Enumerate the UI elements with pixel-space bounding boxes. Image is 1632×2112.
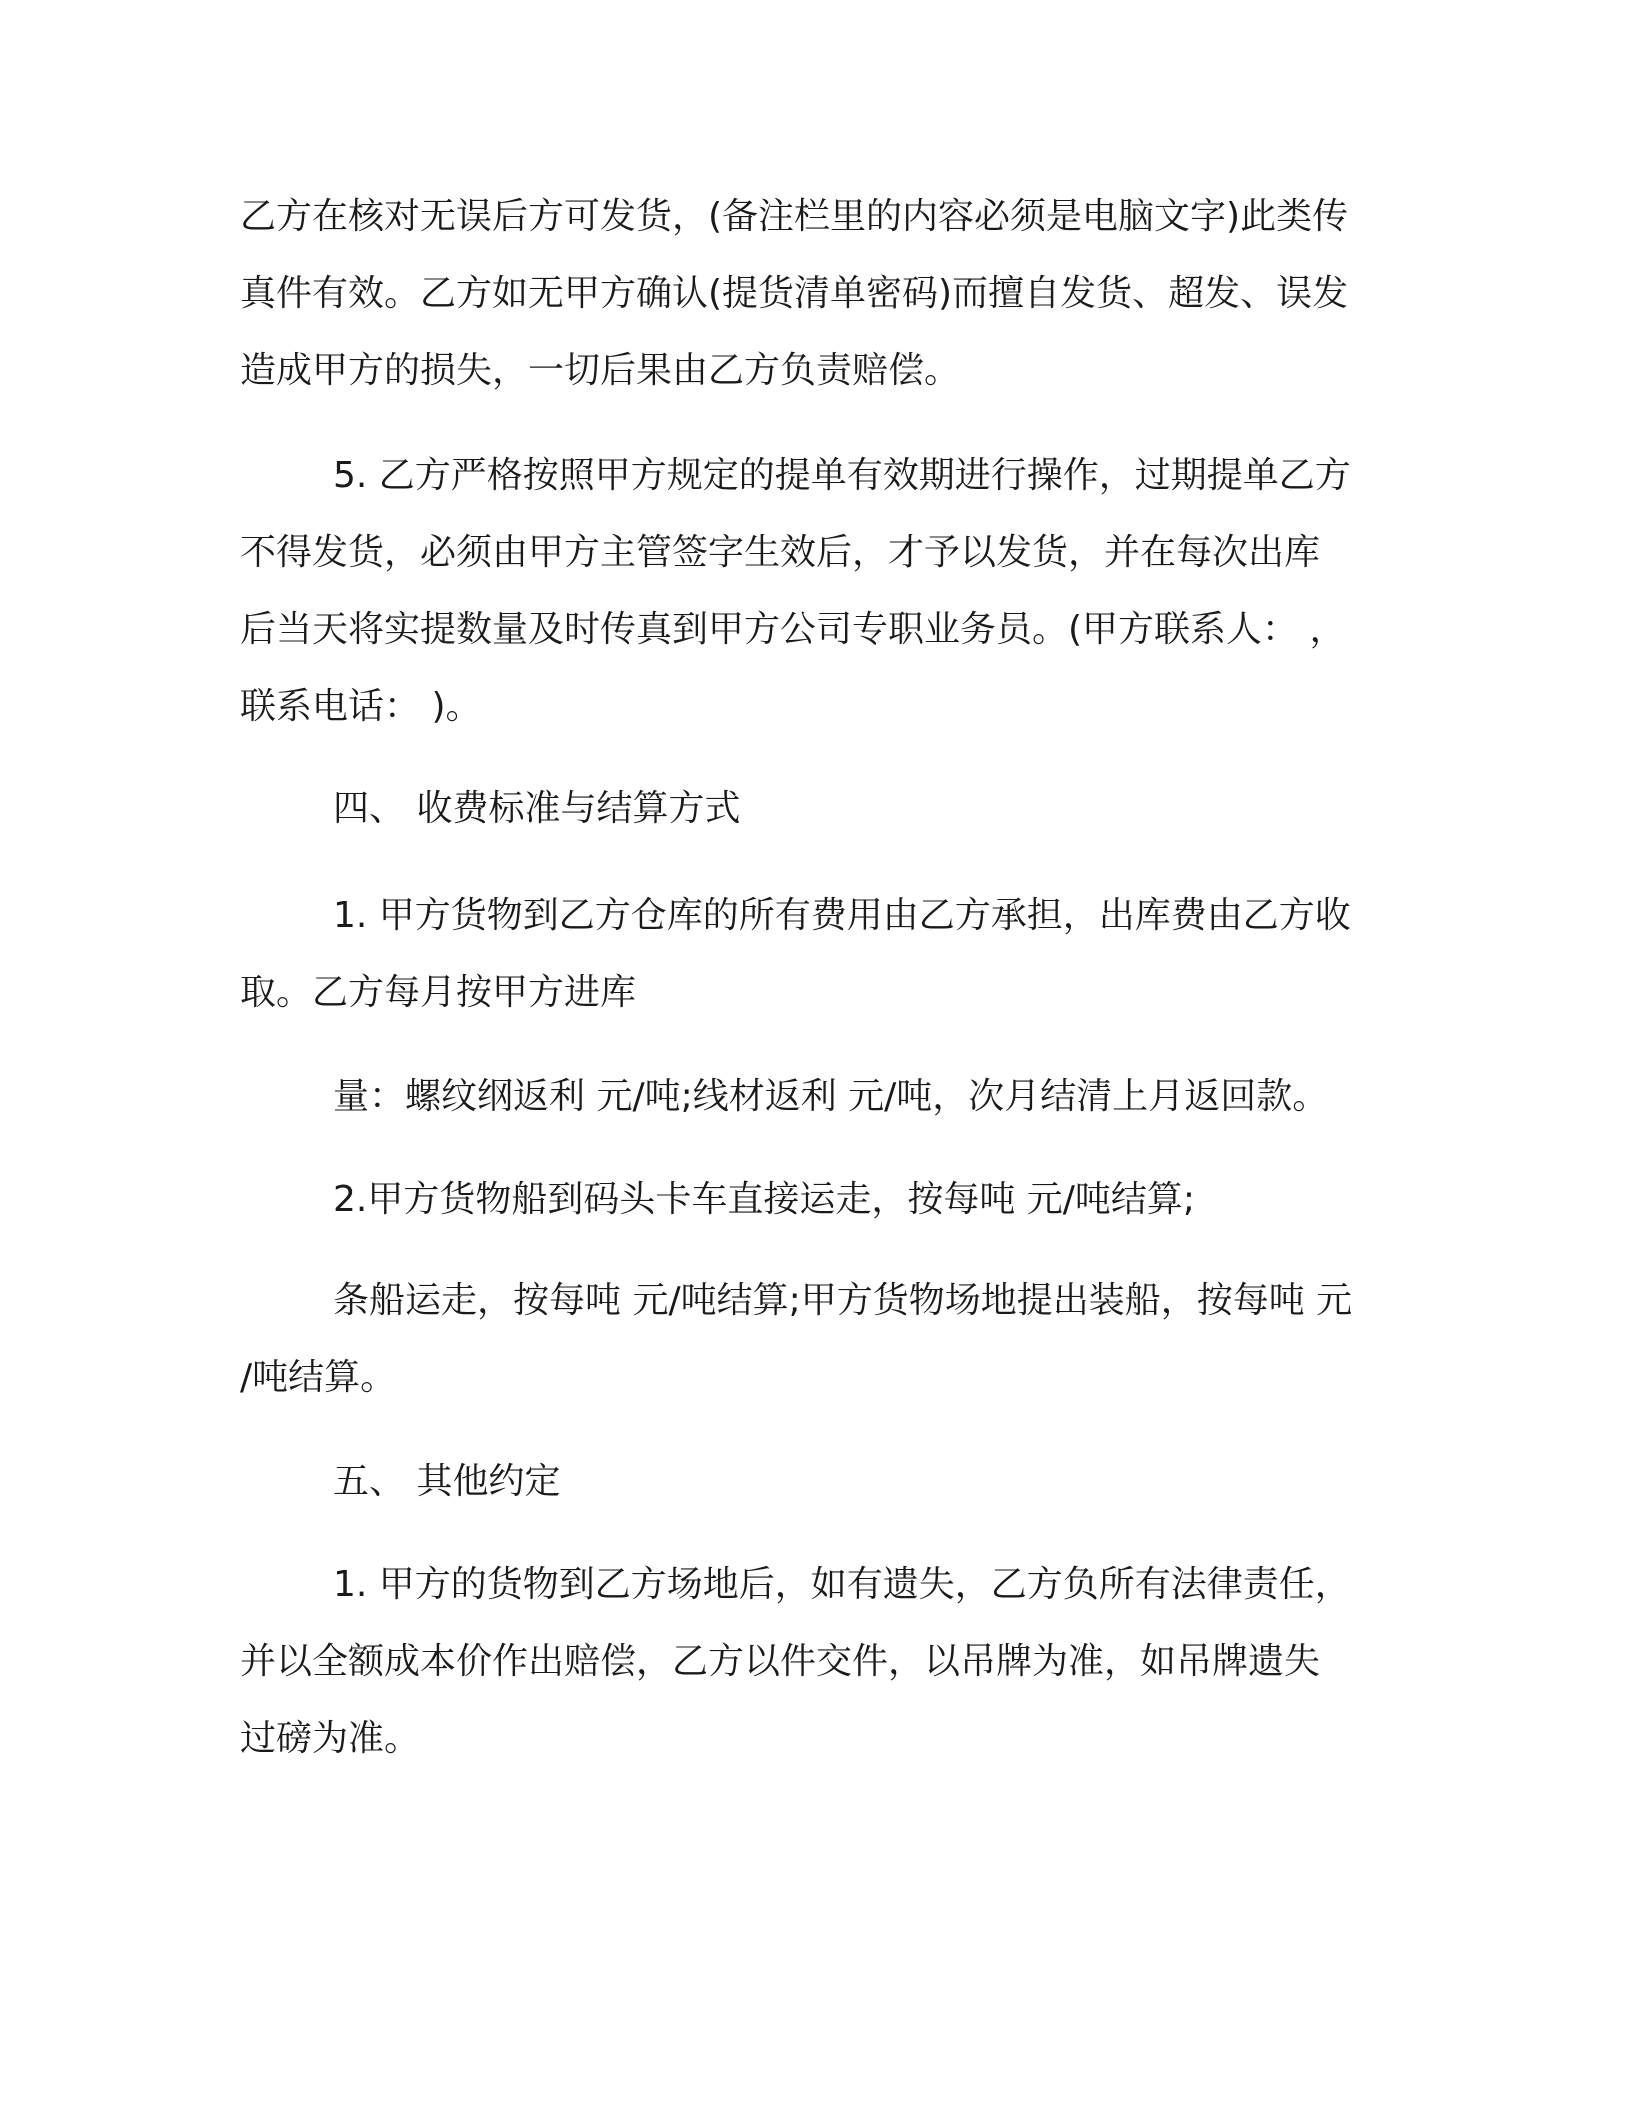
text-line: 不得发货，必须由甲方主管签字生效后，才予以发货，并在每次出库 [240, 532, 1321, 573]
paragraph-ship-loading [240, 1262, 1390, 1416]
text-line: 过磅为准。 [240, 1718, 421, 1759]
heading-text: 五、 其他约定 [333, 1461, 561, 1502]
paragraph-item-5 [240, 437, 1390, 745]
text-line: 联系电话： )。 [240, 686, 482, 727]
text-line: 并以全额成本价作出赔偿，乙方以件交件，以吊牌为准，如吊牌遗失 [240, 1641, 1321, 1682]
text-line: 5. 乙方严格按照甲方规定的提单有效期进行操作，过期提单乙方 [333, 455, 1351, 496]
text-line: 量：螺纹纲返利 元/吨;线材返利 元/吨，次月结清上月返回款。 [333, 1076, 1329, 1117]
paragraph-fees-item-1 [240, 877, 1390, 1031]
text-line: 取。乙方每月按甲方进库 [240, 972, 637, 1013]
section-heading-fees [240, 770, 1390, 847]
paragraph-other-item-1 [240, 1546, 1390, 1777]
paragraph-fees-item-2 [240, 1161, 1390, 1238]
heading-text: 四、 收费标准与结算方式 [333, 788, 741, 829]
text-line: 1. 甲方的货物到乙方场地后，如有遗失，乙方负所有法律责任， [333, 1564, 1351, 1605]
section-heading-other [240, 1443, 1390, 1520]
paragraph-shipment-verification [240, 178, 1390, 409]
text-line: 乙方在核对无误后方可发货，(备注栏里的内容必须是电脑文字)此类传 [240, 196, 1349, 237]
text-line: /吨结算。 [240, 1357, 397, 1398]
text-line: 真件有效。乙方如无甲方确认(提货清单密码)而擅自发货、超发、误发 [240, 273, 1349, 314]
text-line: 后当天将实提数量及时传真到甲方公司专职业务员。(甲方联系人： ， [240, 609, 1346, 650]
text-line: 造成甲方的损失，一切后果由乙方负责赔偿。 [240, 350, 961, 391]
text-line: 2.甲方货物船到码头卡车直接运走，按每吨 元/吨结算; [333, 1179, 1196, 1220]
paragraph-rebate [240, 1058, 1390, 1135]
text-line: 1. 甲方货物到乙方仓库的所有费用由乙方承担，出库费由乙方收 [333, 895, 1351, 936]
text-line: 条船运走，按每吨 元/吨结算;甲方货物场地提出装船，按每吨 元 [333, 1280, 1353, 1321]
